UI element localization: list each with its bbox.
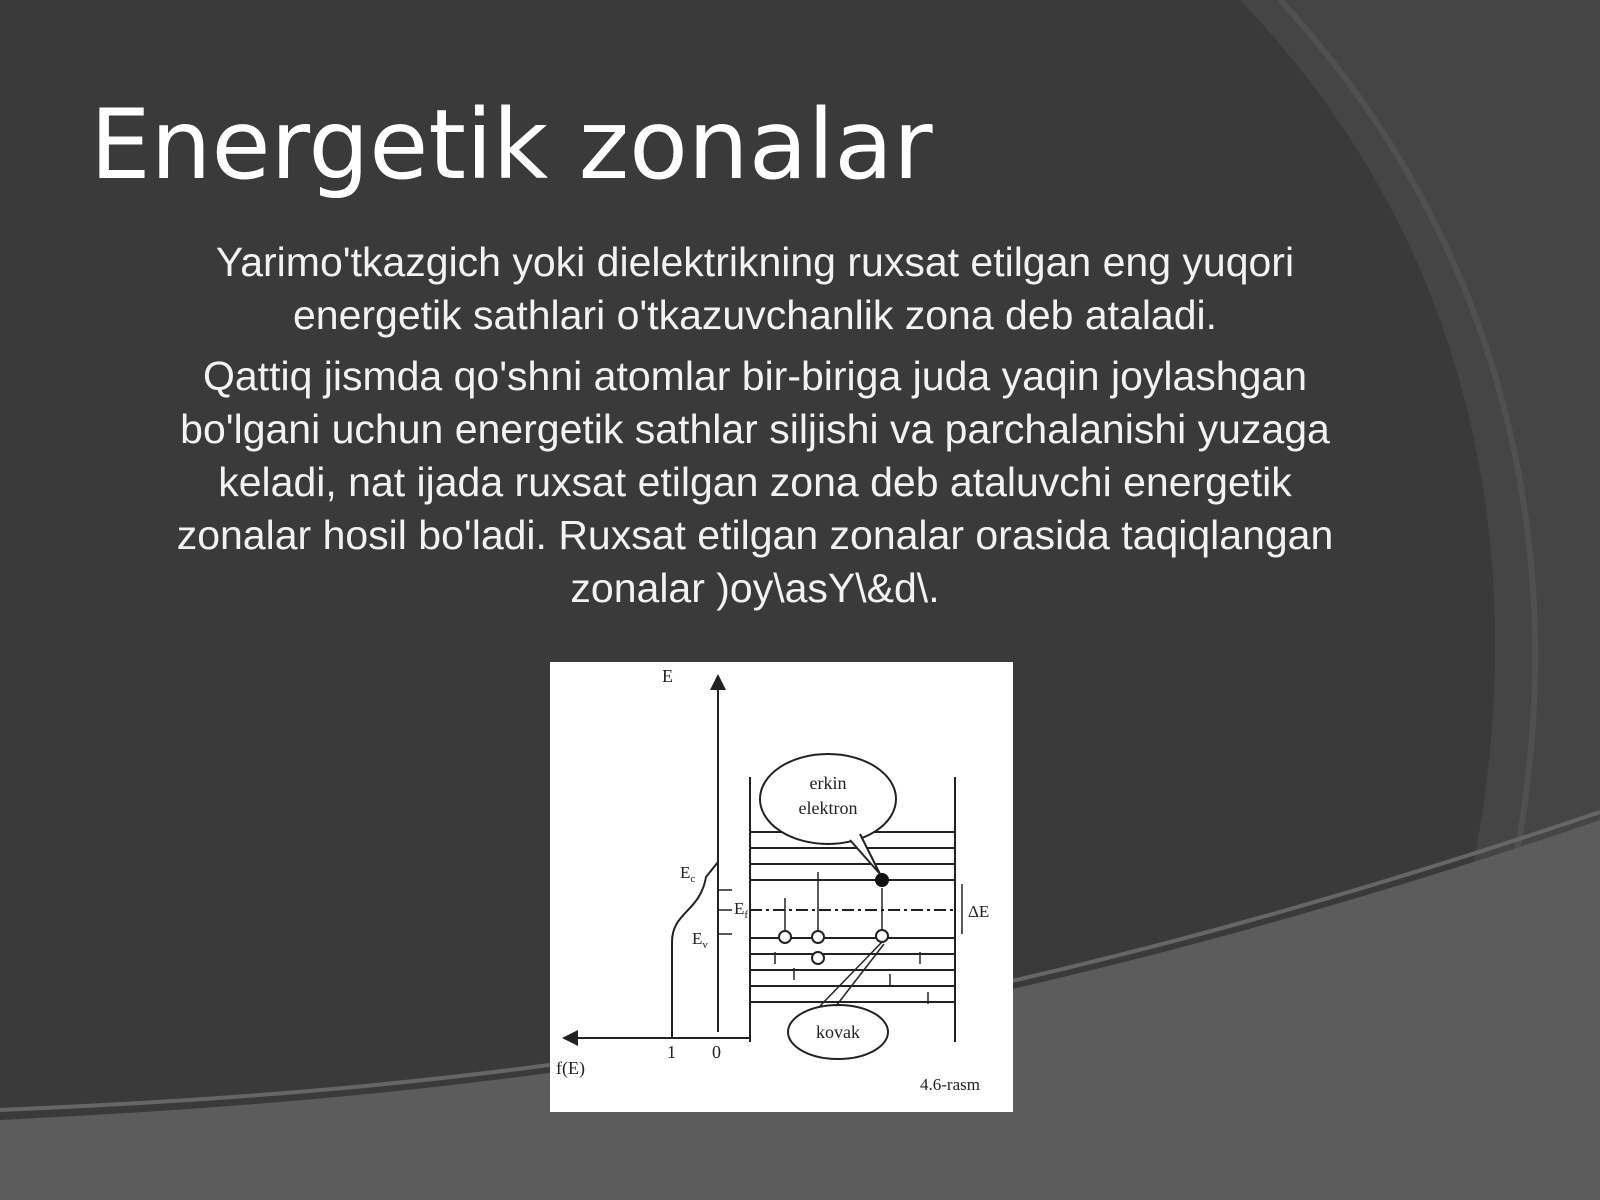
energy-axis-label: E: [662, 666, 673, 686]
hole-4: [876, 930, 888, 942]
ef-label: $E_f$: [734, 899, 749, 921]
ev-label: $E_v$: [692, 929, 708, 951]
hole-pointer-1: [820, 942, 882, 1006]
hole-2: [812, 931, 824, 943]
valence-band: [750, 938, 955, 1002]
energy-band-diagram: [550, 662, 1013, 1112]
delta-e-label: ΔE: [968, 902, 990, 921]
valence-electron-arrows: [775, 952, 928, 1004]
bubble-pointer: [850, 834, 880, 874]
figure-caption: 4.6-rasm: [920, 1075, 980, 1094]
hole-3: [812, 952, 824, 964]
free-electron: [875, 873, 889, 887]
tick-1: 1: [667, 1042, 676, 1062]
fermi-curve: [672, 862, 718, 1038]
tick-0: 0: [712, 1042, 721, 1062]
ec-label: $E_c$: [680, 863, 696, 885]
paragraph-1: Yarimo'tkazgich yoki dielektrikning ruxsat etilgan eng yuqori energetik sathlari o'tkazuvchanlik zona deb ataladi.: [215, 239, 1295, 338]
bubble-line-2: elektron: [798, 798, 858, 818]
paragraph-2: Qattiq jismda qo'shni atomlar bir-biriga juda yaqin joylashgan bo'lgani uchun energetik sathlar siljishi va parchalanishi yuzaga keladi, nat ijada ruxsat etilgan zona deb ataluvchi energetik zonalar hosil bo'ladi. Ruxsat etilgan zonalar orasida taqiqlangan zonalar )oy\asY\&d\.: [176, 353, 1334, 611]
bubble-line-1: erkin: [809, 773, 847, 793]
slide-title: Energetik zonalar: [90, 89, 933, 201]
fe-axis-label: f(E): [556, 1058, 585, 1078]
energy-band-diagram-svg: [550, 662, 1013, 1112]
hole-1: [779, 931, 791, 943]
hole-bubble-label: kovak: [816, 1022, 860, 1042]
